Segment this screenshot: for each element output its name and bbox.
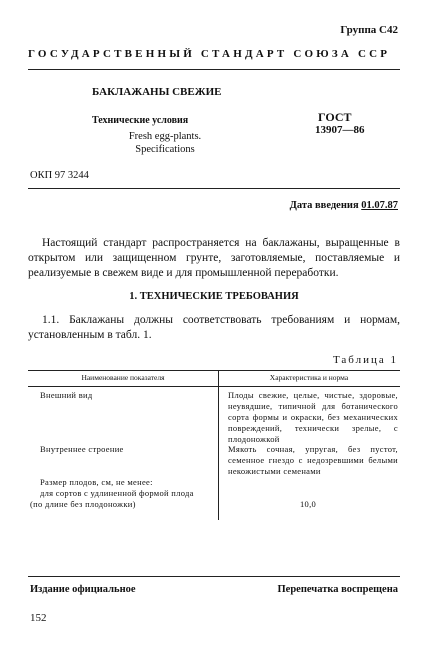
table-column-divider <box>218 370 219 520</box>
table-top-rule <box>28 370 400 371</box>
table-header-rule <box>28 386 400 387</box>
gost-number: 13907—86 <box>315 124 365 136</box>
title-rule <box>28 188 400 189</box>
footer-rule <box>28 576 400 577</box>
english-title <box>90 130 240 156</box>
table-row-indicator: Внешний вид <box>40 390 93 400</box>
intro-paragraph: Настоящий стандарт распространяется на баклажаны, выращенные в открытом или защищенном грунте, заготовляемые, поставляемые и реализуемые в свежем виде и для промышленной переработки. <box>28 237 400 279</box>
document-subtitle: Технические условия <box>92 115 189 126</box>
introduction-date-label: Дата введения <box>289 200 359 211</box>
okp-code: ОКП 97 3244 <box>30 170 89 181</box>
english-title-line1: Fresh egg-plants. <box>128 131 202 142</box>
table-row-norm: Мякоть сочная, упругая, без пустот, семенное гнездо с недозревшими белыми некожистыми семенами <box>228 444 398 476</box>
document-title: БАКЛАЖАНЫ СВЕЖИЕ <box>92 86 222 98</box>
group-label: Группа С42 <box>340 24 398 36</box>
requirements-table <box>28 370 400 520</box>
table-row-indicator: Размер плодов, см, не менее: <box>40 477 153 487</box>
table-row-indicator: (по длине без плодоножки) <box>30 499 136 509</box>
introduction-date <box>290 200 398 211</box>
table-row-indicator: для сортов с удлиненной формой плода <box>40 488 194 498</box>
table-header-norm: Характеристика и норма <box>269 373 349 382</box>
gost-label: ГОСТ <box>318 110 352 124</box>
table-row-norm: Плоды свежие, целые, чистые, здоровые, неувядшие, типичной для ботанического сорта формы и окраски, без механических повреждений, технически зрелые, с плодоножкой <box>228 390 398 444</box>
header-rule <box>28 69 400 70</box>
english-title-line2: Specifications <box>135 144 195 155</box>
table-row-norm: 10,0 <box>300 499 317 509</box>
table-label: Таблица 1 <box>332 354 398 366</box>
section-title: 1. ТЕХНИЧЕСКИЕ ТРЕБОВАНИЯ <box>129 291 299 302</box>
state-standard-heading: ГОСУДАРСТВЕННЫЙ СТАНДАРТ СОЮЗА ССР <box>28 48 391 60</box>
introduction-date-value: 01.07.87 <box>361 200 398 211</box>
reprint-notice: Перепечатка воспрещена <box>277 584 398 595</box>
table-header-indicator: Наименование показателя <box>81 373 165 382</box>
table-row-indicator: Внутреннее строение <box>40 444 124 454</box>
paragraph-1-1: 1.1. Баклажаны должны соответствовать требованиям и нормам, установленным в табл. 1. <box>28 314 400 341</box>
page-number: 152 <box>30 612 47 624</box>
edition-label: Издание официальное <box>30 584 136 595</box>
